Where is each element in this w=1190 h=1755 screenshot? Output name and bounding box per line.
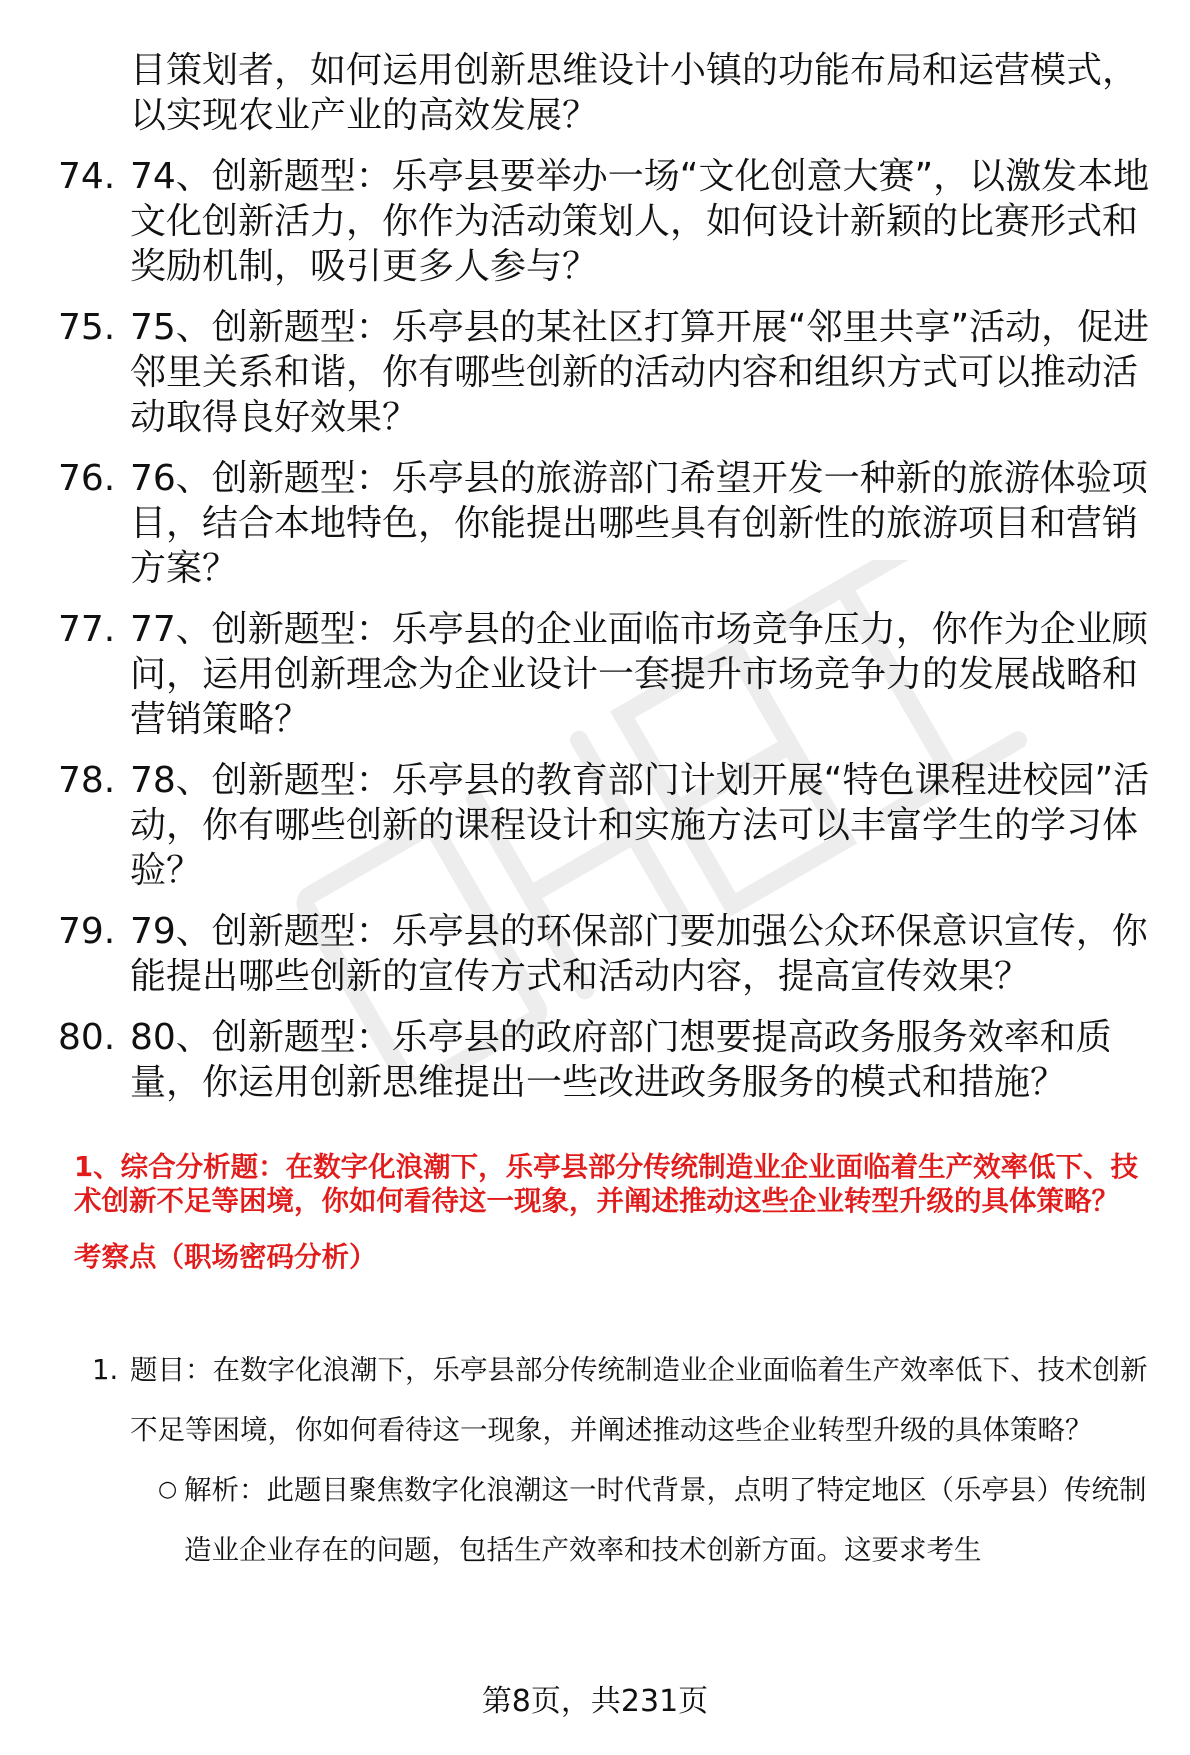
- list-number: 74.: [58, 156, 116, 197]
- featured-question-section: [74, 1150, 1164, 1274]
- list-item: [0, 909, 1190, 999]
- list-item: [0, 305, 1190, 440]
- list-number: 75.: [58, 307, 116, 348]
- list-number: 79.: [58, 911, 116, 952]
- list-number: 76.: [58, 458, 116, 499]
- analysis-section: [0, 1340, 1190, 1580]
- section-heading: 考察点（职场密码分析）: [74, 1241, 377, 1273]
- question-list: [0, 48, 1190, 1105]
- list-number: 77.: [58, 609, 116, 650]
- analysis-item: [0, 1340, 1190, 1460]
- page-footer: 第8页，共231页: [481, 1684, 709, 1719]
- list-item: [0, 1015, 1190, 1105]
- list-item-text: 77、创新题型：乐亭县的企业面临市场竞争压力，你作为企业顾问，运用创新理念为企业设计一套提升市场竞争力的发展战略和营销策略？: [130, 609, 1148, 740]
- analysis-question: 题目：在数字化浪潮下，乐亭县部分传统制造业企业面临着生产效率低下、技术创新不足等困境，你如何看待这一现象，并阐述推动这些企业转型升级的具体策略？: [130, 1354, 1148, 1446]
- list-item: [0, 758, 1190, 893]
- list-item-text: 78、创新题型：乐亭县的教育部门计划开展“特色课程进校园”活动，你有哪些创新的课程设计和实施方法可以丰富学生的学习体验？: [130, 760, 1150, 891]
- list-item-text: 79、创新题型：乐亭县的环保部门要加强公众环保意识宣传，你能提出哪些创新的宣传方式和活动内容，提高宣传效果？: [130, 911, 1148, 997]
- analysis-number: 1.: [92, 1354, 119, 1386]
- analysis-subitem: [0, 1460, 1190, 1580]
- list-item-text: 80、创新题型：乐亭县的政府部门想要提高政务服务效率和质量，你运用创新思维提出一些改进政务服务的模式和措施？: [130, 1017, 1112, 1103]
- featured-question: 1、综合分析题：在数字化浪潮下，乐亭县部分传统制造业企业面临着生产效率低下、技术创新不足等困境，你如何看待这一现象，并阐述推动这些企业转型升级的具体策略？: [74, 1151, 1139, 1217]
- list-item-text: 75、创新题型：乐亭县的某社区打算开展“邻里共享”活动，促进邻里关系和谐，你有哪些创新的活动内容和组织方式可以推动活动取得良好效果？: [130, 307, 1150, 438]
- circle-bullet-icon: ○: [158, 1477, 178, 1502]
- list-item: [0, 456, 1190, 591]
- list-number: 80.: [58, 1017, 116, 1058]
- list-item-text: 74、创新题型：乐亭县要举办一场“文化创意大赛”，以激发本地文化创新活力，你作为活动策划人，如何设计新颖的比赛形式和奖励机制，吸引更多人参与？: [130, 156, 1150, 287]
- list-item: [0, 154, 1190, 289]
- list-item: [0, 607, 1190, 742]
- list-item-text: 76、创新题型：乐亭县的旅游部门希望开发一种新的旅游体验项目，结合本地特色，你能提出哪些具有创新性的旅游项目和营销方案？: [130, 458, 1148, 589]
- list-number: 78.: [58, 760, 116, 801]
- analysis-explanation: 解析：此题目聚焦数字化浪潮这一时代背景，点明了特定地区（乐亭县）传统制造业企业存在的问题，包括生产效率和技术创新方面。这要求考生: [184, 1474, 1147, 1566]
- question-continuation: 目策划者，如何运用创新思维设计小镇的功能布局和运营模式，以实现农业产业的高效发展？: [130, 50, 1139, 136]
